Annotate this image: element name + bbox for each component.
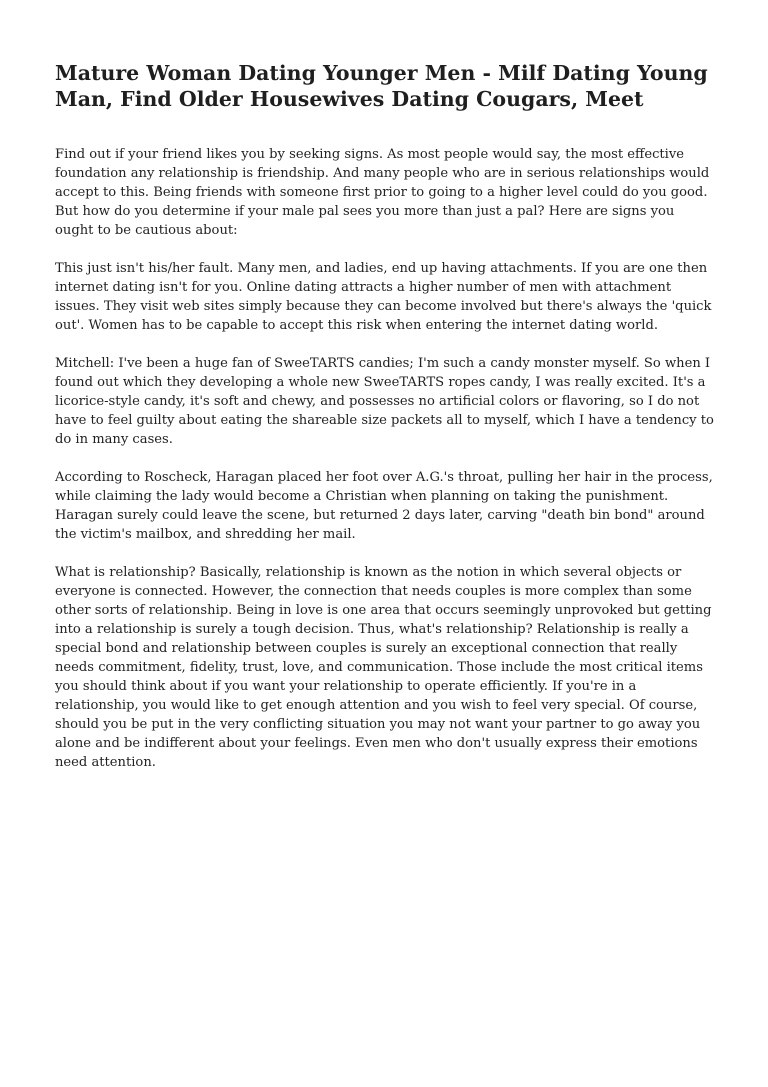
paragraph-3: Mitchell: I've been a huge fan of SweeTARTS candies; I'm such a candy monster myself. So when I found out which they developing a whole new SweeTARTS ropes candy, I was really excited. It's a licorice-style candy, it's soft and chewy, and possesses no artificial colors or flavoring, so I do not have to feel guilty about eating the shareable size packets all to myself, which I have a tendency to do in many cases. — [55, 356, 714, 447]
paragraph-4: According to Roscheck, Haragan placed her foot over A.G.'s throat, pulling her hair in the process, while claiming the lady would become a Christian when planning on taking the punishment. Haragan surely could leave the scene, but returned 2 days later, carving "death bin bond" around the victim's mailbox, and shredding her mail. — [55, 470, 713, 542]
document-title: Mature Woman Dating Younger Men - Milf Dating Young Man, Find Older Housewives Dating Cougars, Meet — [55, 61, 708, 111]
paragraph-1: Find out if your friend likes you by seeking signs. As most people would say, the most effective foundation any relationship is friendship. And many people who are in serious relationships would accept to this. Being friends with someone first prior to going to a higher level could do you good. But how do you determine if your male pal sees you more than just a pal? Here are signs you ought to be cautious about: — [55, 147, 710, 238]
paragraph-2: This just isn't his/her fault. Many men, and ladies, end up having attachments. If you are one then internet dating isn't for you. Online dating attracts a higher number of men with attachment issues. They visit web sites simply because they can become involved but there's always the 'quick out'. Women has to be capable to accept this risk when entering the internet dating world. — [55, 261, 712, 333]
paragraph-5: What is relationship? Basically, relationship is known as the notion in which several objects or everyone is connected. However, the connection that needs couples is more complex than some other sorts of relationship. Being in love is one area that occurs seemingly unprovoked but getting into a relationship is surely a tough decision. Thus, what's relationship? Relationship is really a special bond and relationship between couples is surely an exceptional connection that really needs commitment, fidelity, trust, love, and communication. Those include the most critical items you should think about if you want your relationship to operate efficiently. If you're in a relationship, you would like to get enough attention and you wish to feel very special. Of course, should you be put in the very conflicting situation you may not want your partner to go away you alone and be indifferent about your feelings. Even men who don't usually express their emotions need attention. — [55, 565, 712, 770]
